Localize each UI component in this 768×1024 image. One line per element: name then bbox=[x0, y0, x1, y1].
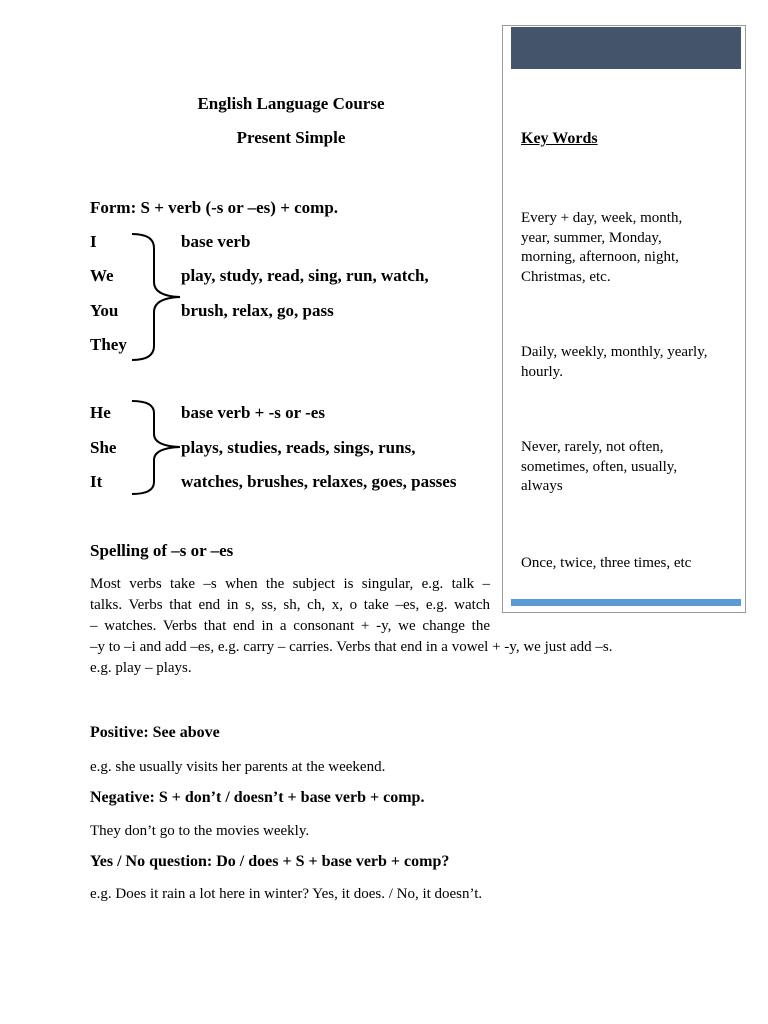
third-person-examples-line-2: watches, brushes, relaxes, goes, passes bbox=[181, 472, 457, 491]
key-words-line: Daily, weekly, monthly, yearly, bbox=[521, 344, 708, 360]
key-words-sidebar bbox=[502, 25, 746, 613]
positive-heading: Positive: See above bbox=[90, 724, 220, 741]
pronoun-they: They bbox=[90, 335, 127, 354]
page-title: Present Simple bbox=[236, 128, 346, 147]
bracket-plural bbox=[128, 230, 188, 364]
sidebar-header-bar bbox=[511, 27, 741, 69]
course-title: English Language Course bbox=[197, 94, 385, 113]
key-words-line: Every + day, week, month, bbox=[521, 210, 683, 226]
key-words-line: Never, rarely, not often, bbox=[521, 439, 664, 455]
spelling-paragraph bbox=[90, 574, 613, 679]
key-words-group-4 bbox=[521, 554, 735, 574]
spelling-line-4: –y to –i and add –es, e.g. carry – carries. Verbs that end in a vowel + -y, we just add –s. bbox=[90, 639, 613, 655]
third-person-examples-line-1: plays, studies, reads, sings, runs, bbox=[181, 438, 416, 457]
spelling-heading: Spelling of –s or –es bbox=[90, 541, 234, 560]
key-words-group-2 bbox=[521, 343, 735, 382]
key-words-line: always bbox=[521, 478, 563, 494]
verb-examples-line-1: play, study, read, sing, run, watch, bbox=[181, 266, 429, 285]
base-verb-s-line: base verb + -s or -es bbox=[181, 403, 325, 422]
spelling-line-2: talks. Verbs that end in s, ss, sh, ch, x, o take –es, e.g. watch bbox=[90, 597, 490, 613]
sidebar-footer-bar bbox=[511, 599, 741, 606]
pronoun-we: We bbox=[90, 266, 114, 285]
pronoun-you: You bbox=[90, 301, 119, 320]
key-words-title: Key Words bbox=[521, 130, 598, 147]
key-words-group-1 bbox=[521, 209, 735, 287]
question-example: e.g. Does it rain a lot here in winter? Yes, it does. / No, it doesn’t. bbox=[90, 886, 483, 902]
negative-heading: Negative: S + don’t / doesn’t + base verb + comp. bbox=[90, 789, 425, 806]
pronoun-she: She bbox=[90, 438, 117, 457]
pronoun-he: He bbox=[90, 403, 111, 422]
key-words-line: Once, twice, three times, etc bbox=[521, 555, 692, 571]
form-label: Form: S + verb (-s or –es) + comp. bbox=[90, 198, 339, 217]
key-words-line: Christmas, etc. bbox=[521, 268, 611, 285]
spelling-line-1: Most verbs take –s when the subject is singular, e.g. talk – bbox=[90, 576, 490, 592]
bracket-singular bbox=[128, 398, 188, 498]
key-words-group-3 bbox=[521, 438, 735, 497]
verb-examples-line-2: brush, relax, go, pass bbox=[181, 301, 334, 320]
negative-example: They don’t go to the movies weekly. bbox=[90, 823, 310, 839]
base-verb-line: base verb bbox=[181, 232, 251, 251]
key-words-line: morning, afternoon, night, bbox=[521, 249, 679, 265]
key-words-line: sometimes, often, usually, bbox=[521, 458, 678, 475]
question-heading: Yes / No question: Do / does + S + base verb + comp? bbox=[90, 853, 450, 870]
pronoun-i: I bbox=[90, 232, 97, 251]
positive-example: e.g. she usually visits her parents at the weekend. bbox=[90, 759, 386, 775]
key-words-line: hourly. bbox=[521, 363, 563, 380]
spelling-line-5: e.g. play – plays. bbox=[90, 660, 192, 676]
key-words-line: year, summer, Monday, bbox=[521, 229, 662, 246]
spelling-line-3: – watches. Verbs that end in a consonant + -y, we change the bbox=[90, 618, 490, 634]
pronoun-it: It bbox=[90, 472, 103, 491]
